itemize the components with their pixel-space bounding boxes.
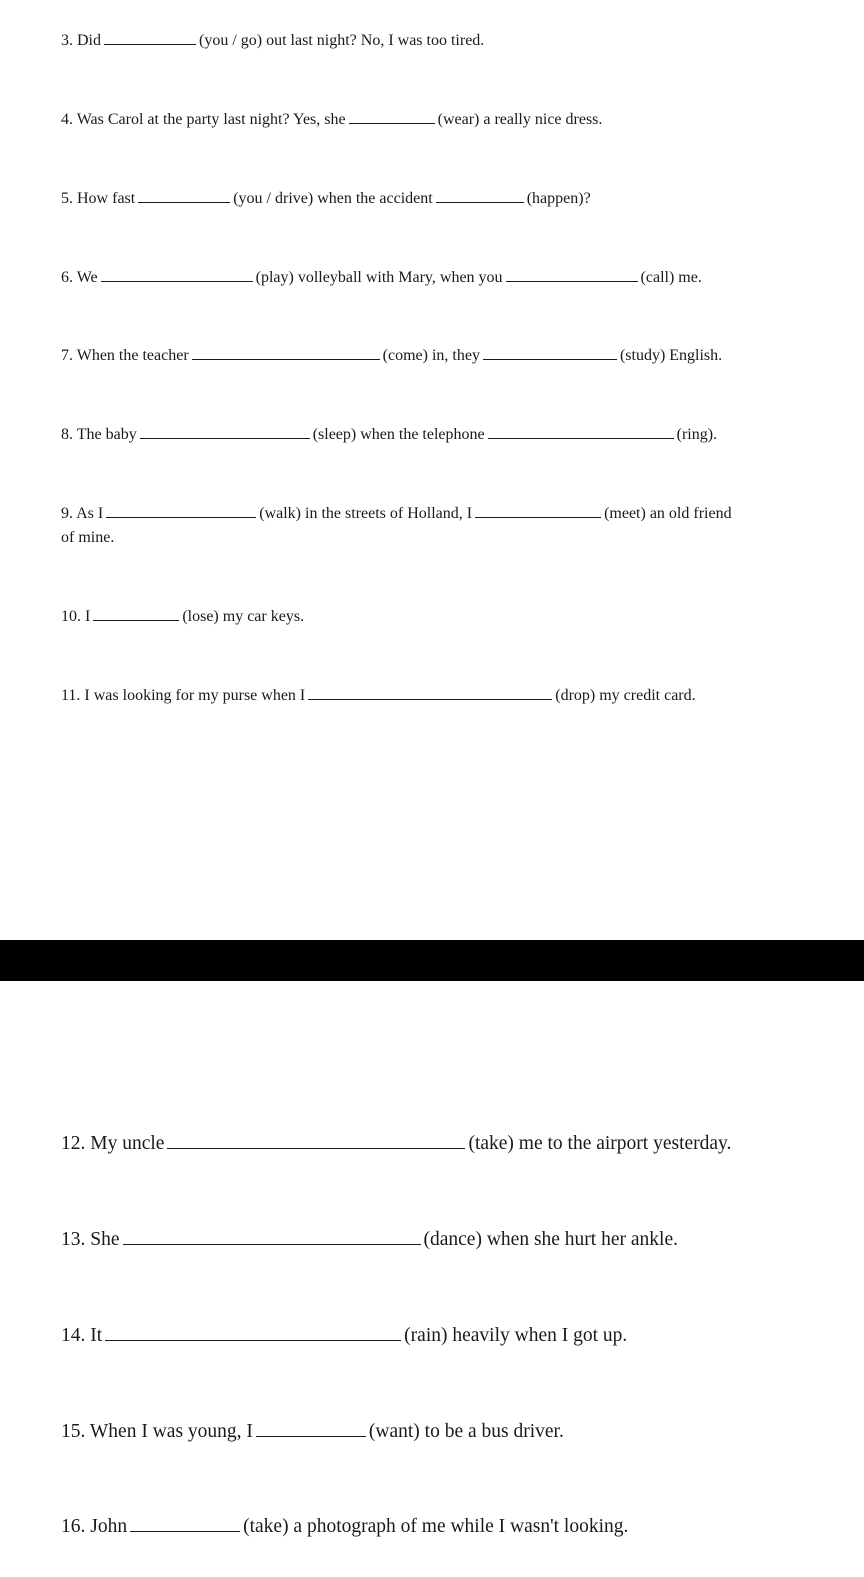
- answer-blank[interactable]: [488, 437, 674, 439]
- exercise-9: 9. As I (walk) in the streets of Holland, I (meet) an old friend: [61, 505, 732, 522]
- exercise-9-continuation: of mine.: [61, 529, 115, 546]
- exercise-8: 8. The baby (sleep) when the telephone (ring).: [61, 426, 718, 443]
- exercise-6: 6. We (play) volleyball with Mary, when you (call) me.: [61, 269, 702, 286]
- answer-blank[interactable]: [105, 1339, 401, 1341]
- answer-blank[interactable]: [123, 1243, 421, 1245]
- exercise-11: 11. I was looking for my purse when I (drop) my credit card.: [61, 687, 696, 704]
- exercise-5: 5. How fast (you / drive) when the accident (happen)?: [61, 190, 591, 207]
- answer-blank[interactable]: [104, 43, 196, 45]
- answer-blank[interactable]: [506, 280, 638, 282]
- answer-blank[interactable]: [140, 437, 310, 439]
- answer-blank[interactable]: [475, 516, 601, 518]
- answer-blank[interactable]: [308, 698, 552, 700]
- exercise-16: 16. John (take) a photograph of me while I wasn't looking.: [61, 1516, 629, 1537]
- exercise-4: 4. Was Carol at the party last night? Yes, she (wear) a really nice dress.: [61, 111, 603, 128]
- answer-blank[interactable]: [138, 201, 230, 203]
- answer-blank[interactable]: [130, 1530, 240, 1532]
- black-divider-band: [0, 940, 864, 981]
- exercise-12: 12. My uncle (take) me to the airport yesterday.: [61, 1133, 732, 1154]
- answer-blank[interactable]: [256, 1435, 366, 1437]
- exercise-3: 3. Did (you / go) out last night? No, I was too tired.: [61, 32, 485, 49]
- answer-blank[interactable]: [349, 122, 435, 124]
- exercise-7: 7. When the teacher (come) in, they (study) English.: [61, 347, 723, 364]
- answer-blank[interactable]: [192, 358, 380, 360]
- answer-blank[interactable]: [101, 280, 253, 282]
- exercise-15: 15. When I was young, I (want) to be a bus driver.: [61, 1421, 564, 1442]
- answer-blank[interactable]: [436, 201, 524, 203]
- answer-blank[interactable]: [106, 516, 256, 518]
- exercise-14: 14. It (rain) heavily when I got up.: [61, 1325, 628, 1346]
- answer-blank[interactable]: [167, 1147, 465, 1149]
- answer-blank[interactable]: [93, 619, 179, 621]
- answer-blank[interactable]: [483, 358, 617, 360]
- exercise-10: 10. I (lose) my car keys.: [61, 608, 305, 625]
- exercise-13: 13. She (dance) when she hurt her ankle.: [61, 1229, 678, 1250]
